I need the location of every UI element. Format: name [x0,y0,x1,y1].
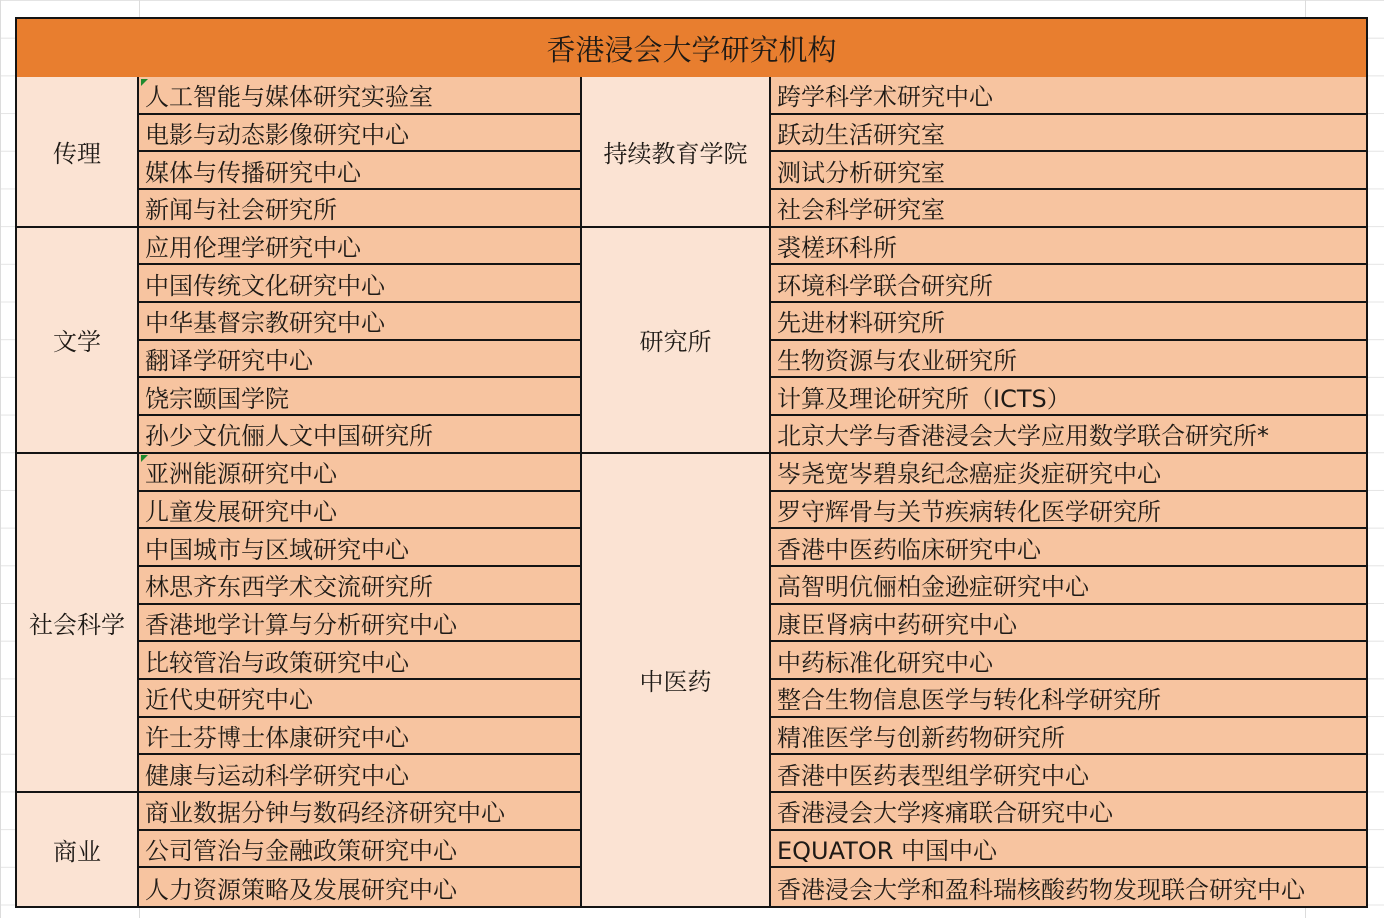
table-body [17,77,1366,906]
institute-cell[interactable]: 精准医学与创新药物研究所 [771,718,1366,756]
category-cell[interactable]: 持续教育学院 [582,77,771,228]
institute-cell[interactable]: 香港中医药表型组学研究中心 [771,755,1366,793]
institute-cell[interactable]: 测试分析研究室 [771,152,1366,190]
institute-cell[interactable]: 香港地学计算与分析研究中心 [139,605,582,643]
institute-cell[interactable]: 新闻与社会研究所 [139,190,582,228]
institute-cell[interactable]: 北京大学与香港浸会大学应用数学联合研究所* [771,416,1366,454]
institute-cell[interactable]: 饶宗颐国学院 [139,378,582,416]
institute-cell[interactable]: 比较管治与政策研究中心 [139,642,582,680]
institute-cell[interactable]: 中国传统文化研究中心 [139,265,582,303]
institute-cell[interactable]: 林思齐东西学术交流研究所 [139,567,582,605]
institute-cell[interactable]: 计算及理论研究所（ICTS） [771,378,1366,416]
institute-cell[interactable]: 商业数据分钟与数码经济研究中心 [139,793,582,831]
table-title: 香港浸会大学研究机构 [17,19,1366,79]
institute-cell[interactable]: 先进材料研究所 [771,303,1366,341]
institute-cell[interactable]: 儿童发展研究中心 [139,492,582,530]
institute-cell[interactable]: 亚洲能源研究中心 [139,454,582,492]
institute-cell[interactable]: 生物资源与农业研究所 [771,341,1366,379]
category-cell[interactable]: 研究所 [582,228,771,454]
institute-cell[interactable]: 裘槎环科所 [771,228,1366,266]
institute-cell[interactable]: 香港中医药临床研究中心 [771,529,1366,567]
institute-cell[interactable]: 公司管治与金融政策研究中心 [139,831,582,869]
institute-cell[interactable]: 岑尧宽岑碧泉纪念癌症炎症研究中心 [771,454,1366,492]
institute-cell[interactable]: 中国城市与区域研究中心 [139,529,582,567]
research-institutes-table [15,17,1368,908]
institute-cell[interactable]: 康臣肾病中药研究中心 [771,605,1366,643]
institute-cell[interactable]: EQUATOR 中国中心 [771,831,1366,869]
institute-cell[interactable]: 跃动生活研究室 [771,115,1366,153]
institute-cell[interactable]: 整合生物信息医学与转化科学研究所 [771,680,1366,718]
category-cell[interactable]: 社会科学 [17,454,139,793]
institute-cell[interactable]: 跨学科学术研究中心 [771,77,1366,115]
institute-cell[interactable]: 罗守辉骨与关节疾病转化医学研究所 [771,492,1366,530]
institute-cell[interactable]: 许士芬博士体康研究中心 [139,718,582,756]
institute-cell[interactable]: 人力资源策略及发展研究中心 [139,868,582,906]
category-cell[interactable]: 传理 [17,77,139,228]
category-cell[interactable]: 文学 [17,228,139,454]
institute-cell[interactable]: 中药标准化研究中心 [771,642,1366,680]
institute-cell[interactable]: 人工智能与媒体研究实验室 [139,77,582,115]
institute-cell[interactable]: 中华基督宗教研究中心 [139,303,582,341]
institute-cell[interactable]: 电影与动态影像研究中心 [139,115,582,153]
cell-comment-marker [141,455,148,462]
institute-cell[interactable]: 孙少文伉俪人文中国研究所 [139,416,582,454]
institute-cell[interactable]: 近代史研究中心 [139,680,582,718]
institute-cell[interactable]: 应用伦理学研究中心 [139,228,582,266]
institute-cell[interactable]: 香港浸会大学疼痛联合研究中心 [771,793,1366,831]
institute-cell[interactable]: 高智明伉俪柏金逊症研究中心 [771,567,1366,605]
cell-comment-marker [141,79,148,86]
institute-cell[interactable]: 媒体与传播研究中心 [139,152,582,190]
institute-cell[interactable]: 环境科学联合研究所 [771,265,1366,303]
institute-cell[interactable]: 社会科学研究室 [771,190,1366,228]
category-cell[interactable]: 商业 [17,793,139,906]
institute-cell[interactable]: 健康与运动科学研究中心 [139,755,582,793]
institute-cell[interactable]: 香港浸会大学和盈科瑞核酸药物发现联合研究中心 [771,868,1366,906]
institute-cell[interactable]: 翻译学研究中心 [139,341,582,379]
category-cell[interactable]: 中医药 [582,454,771,906]
